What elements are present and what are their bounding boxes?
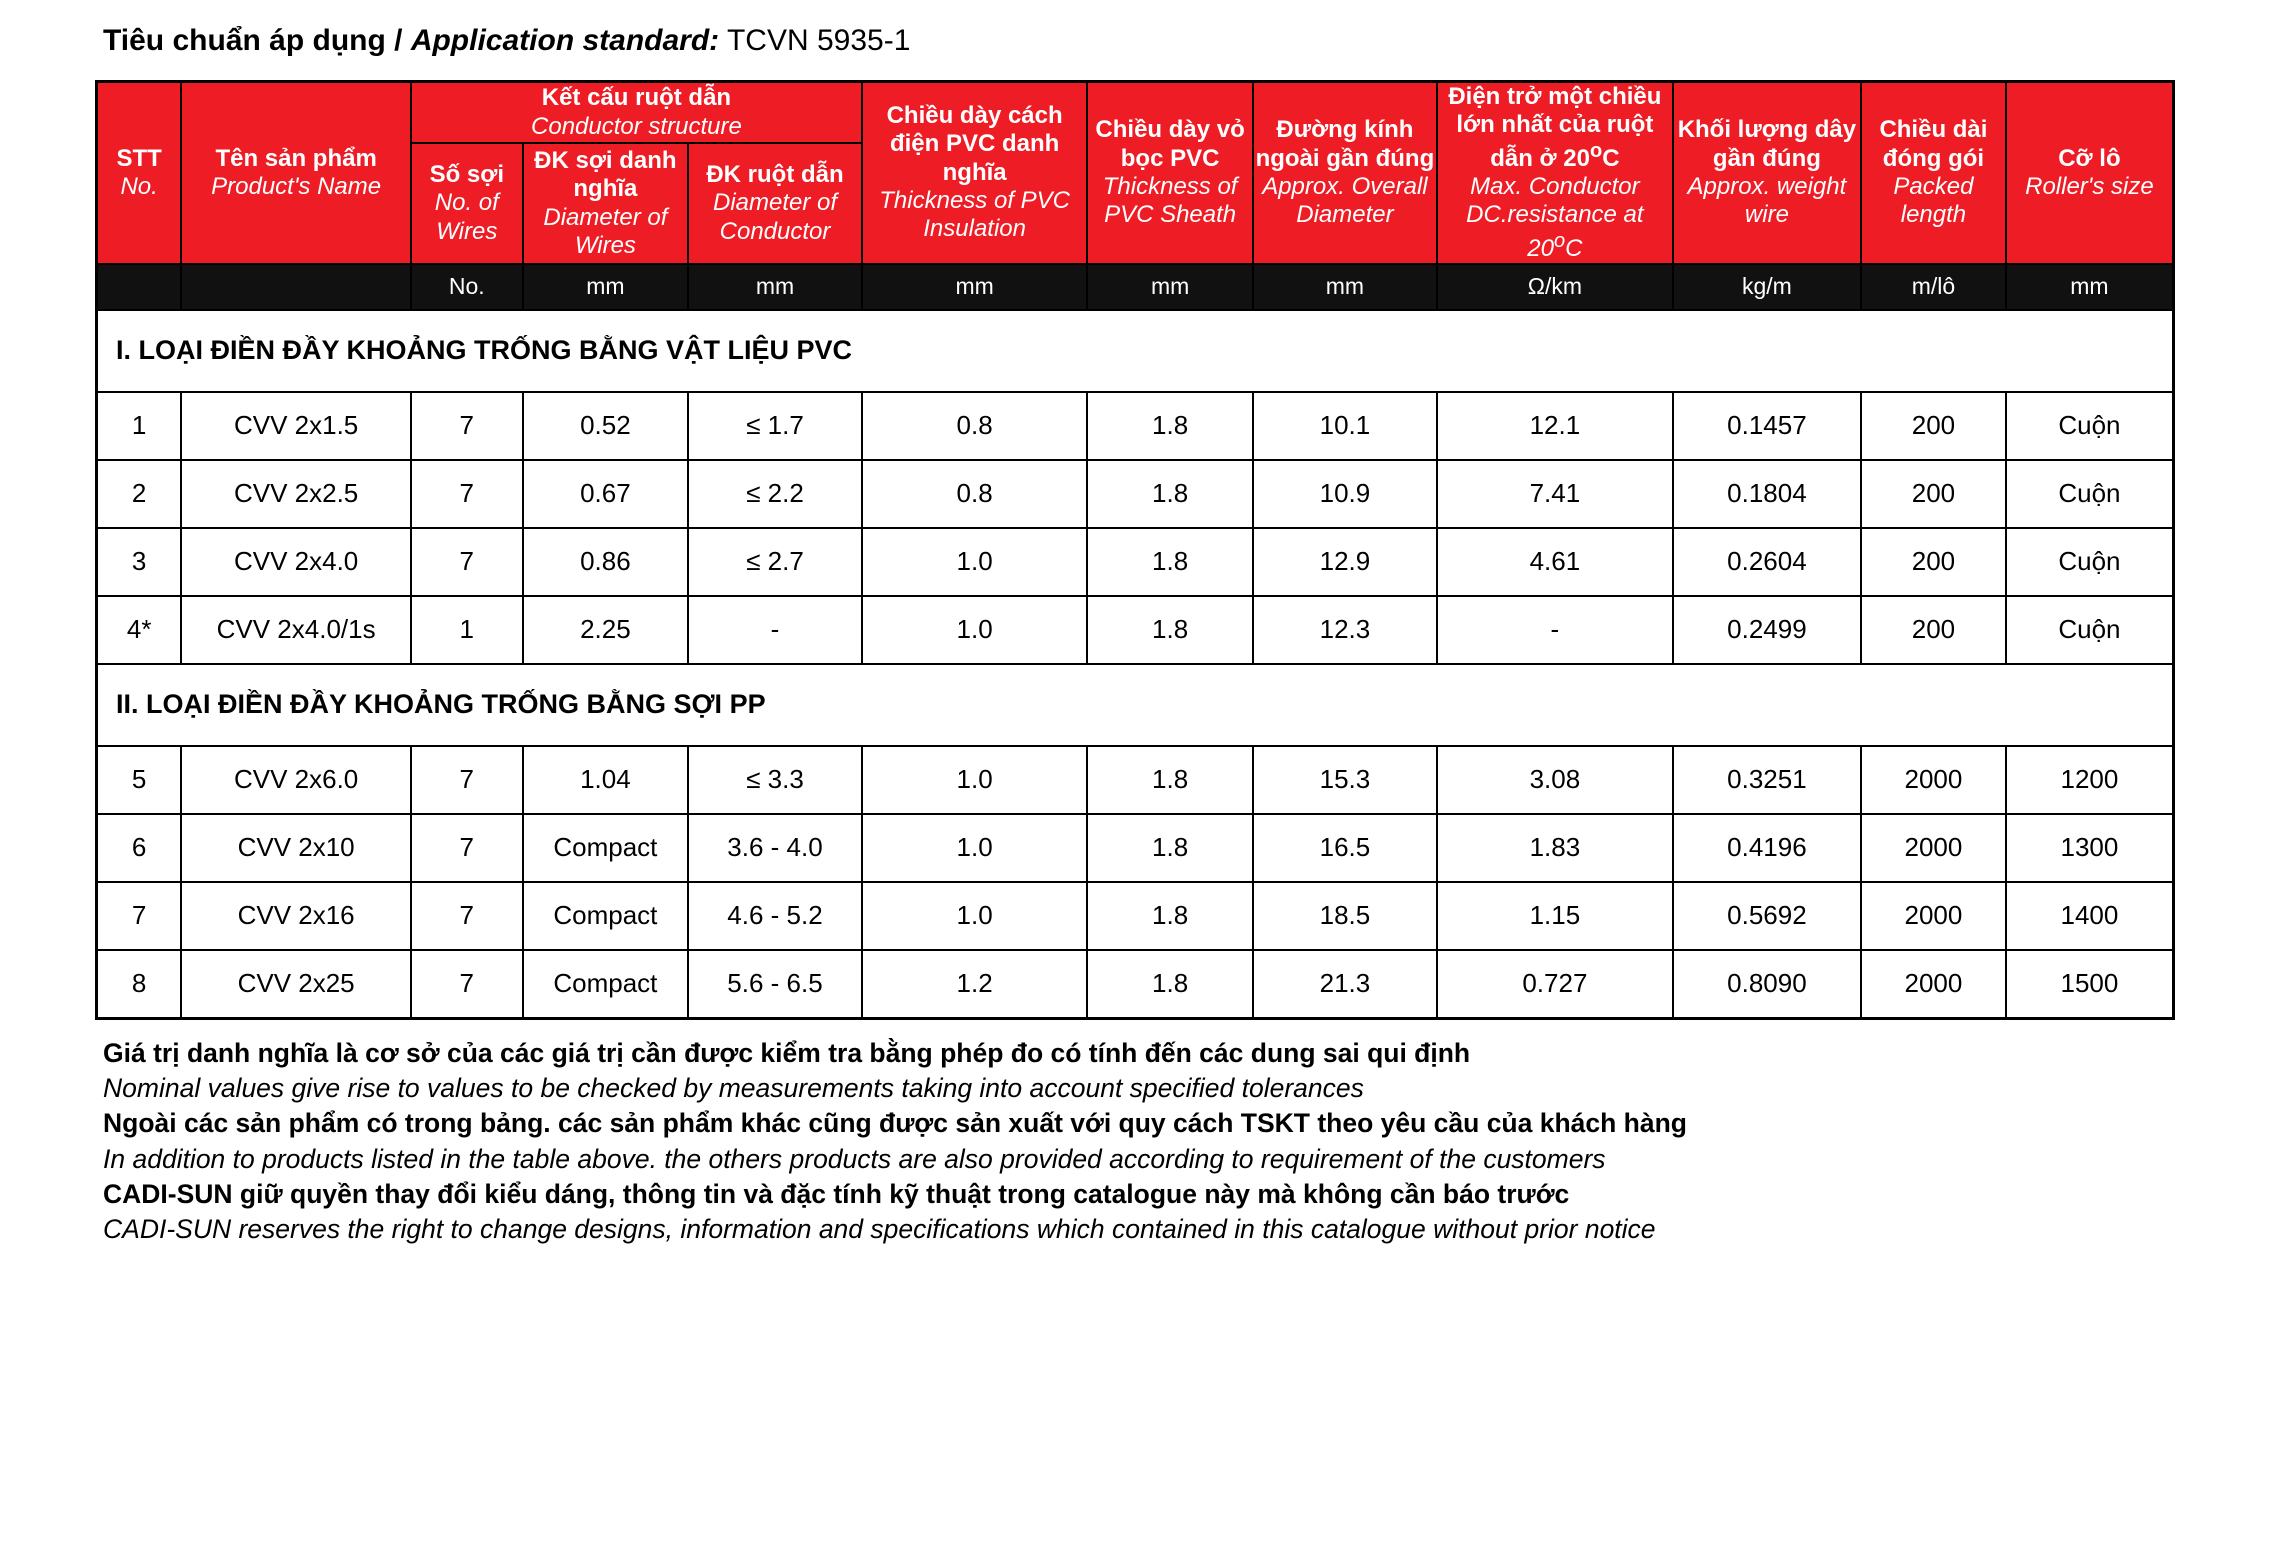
cell-product-name: CVV 2x25: [181, 950, 411, 1019]
table-row: [97, 950, 2174, 1019]
header-resistance-vi-sup: o: [1589, 139, 1603, 162]
header-cond-dia-vi: ĐK ruột dẫn: [706, 161, 844, 189]
header-pvc-sheath: [1087, 82, 1252, 264]
cell-value: 200: [1861, 460, 2006, 528]
cell-value: 1.04: [523, 746, 688, 814]
table-row: [97, 596, 2174, 664]
header-conductor-structure: [411, 82, 862, 144]
cell-stt: 1: [97, 392, 182, 460]
cell-value: 1.8: [1087, 746, 1252, 814]
cell-value: 1.0: [862, 596, 1087, 664]
standard-label-en: Application standard:: [410, 24, 720, 57]
table-row: [97, 528, 2174, 596]
header-resistance-en-sup: o: [1554, 229, 1566, 252]
table-row: [97, 814, 2174, 882]
cell-stt: 2: [97, 460, 182, 528]
cell-value: 0.52: [523, 392, 688, 460]
note-vi: Giá trị danh nghĩa là cơ sở của các giá trị cần được kiểm tra bằng phép đo có tính đến các dung sai qui định: [103, 1037, 1471, 1068]
cell-value: 1.0: [862, 882, 1087, 950]
unit-cell: m/lô: [1861, 264, 2006, 310]
unit-cell: mm: [688, 264, 862, 310]
section-title: II. LOẠI ĐIỀN ĐẦY KHOẢNG TRỐNG BẰNG SỢI PP: [97, 664, 2174, 746]
header-stt-vi: STT: [116, 144, 162, 172]
cell-value: 16.5: [1253, 814, 1437, 882]
cell-stt: 8: [97, 950, 182, 1019]
header-sheath-en: Thickness of PVC Sheath: [1102, 172, 1238, 229]
cell-value: 0.86: [523, 528, 688, 596]
header-row-main: [97, 82, 2174, 144]
unit-cell: mm: [1253, 264, 1437, 310]
cell-value: Cuộn: [2006, 596, 2174, 664]
application-standard-line: [103, 24, 2175, 58]
section-row: [97, 310, 2174, 392]
standard-label-vi: Tiêu chuẩn áp dụng: [103, 24, 386, 57]
cell-value: 1.0: [862, 814, 1087, 882]
cell-value: 1.8: [1087, 950, 1252, 1019]
header-pvc-insulation: [862, 82, 1087, 264]
specification-table: [95, 80, 2175, 1020]
cell-value: Cuộn: [2006, 528, 2174, 596]
cell-value: 7: [411, 814, 523, 882]
footer-notes: [103, 1036, 2175, 1247]
header-overall-vi: Đường kính ngoài gần đúng: [1255, 116, 1435, 172]
cell-product-name: CVV 2x10: [181, 814, 411, 882]
cell-value: 1500: [2006, 950, 2174, 1019]
cell-stt: 5: [97, 746, 182, 814]
cell-value: 1300: [2006, 814, 2174, 882]
cell-value: 7: [411, 882, 523, 950]
section-title: I. LOẠI ĐIỀN ĐẦY KHOẢNG TRỐNG BẰNG VẬT LIỆU PVC: [97, 310, 2174, 392]
cell-stt: 6: [97, 814, 182, 882]
header-wire-dia-en: Diameter of Wires: [543, 203, 668, 259]
cell-stt: 4*: [97, 596, 182, 664]
cell-value: 0.4196: [1673, 814, 1861, 882]
unit-cell: [181, 264, 411, 310]
cell-value: 10.9: [1253, 460, 1437, 528]
cell-value: -: [1437, 596, 1673, 664]
cell-value: 12.9: [1253, 528, 1437, 596]
cell-value: 10.1: [1253, 392, 1437, 460]
cell-value: 2000: [1861, 814, 2006, 882]
cell-stt: 3: [97, 528, 182, 596]
cell-value: 1.8: [1087, 528, 1252, 596]
cell-value: 1.83: [1437, 814, 1673, 882]
header-no-of-wires: [411, 143, 523, 264]
unit-cell: mm: [2006, 264, 2174, 310]
header-dc-resistance: [1437, 82, 1673, 264]
cell-value: -: [688, 596, 862, 664]
header-weight-vi: Khối lượng dây gần đúng: [1677, 116, 1857, 172]
header-wire-dia-vi: ĐK sợi danh nghĩa: [534, 146, 677, 203]
unit-cell: mm: [1087, 264, 1252, 310]
header-length-en: Packed length: [1893, 172, 1974, 229]
cell-value: Compact: [523, 814, 688, 882]
header-roller-en: Roller's size: [2025, 172, 2154, 200]
header-product-name: [181, 82, 411, 264]
cell-value: 7: [411, 392, 523, 460]
header-roller-size: [2006, 82, 2174, 264]
table-row: [97, 746, 2174, 814]
note-en: CADI-SUN reserves the right to change designs, information and specifications which contained in this catalogue without prior notice: [103, 1214, 1656, 1245]
cell-value: 0.8090: [1673, 950, 1861, 1019]
header-name-en: Product's Name: [211, 172, 382, 200]
cell-value: 12.1: [1437, 392, 1673, 460]
unit-cell: No.: [411, 264, 523, 310]
unit-cell: mm: [523, 264, 688, 310]
cell-value: Cuộn: [2006, 460, 2174, 528]
cell-value: 0.1804: [1673, 460, 1861, 528]
cell-value: 1.8: [1087, 814, 1252, 882]
unit-cell: kg/m: [1673, 264, 1861, 310]
cell-value: Compact: [523, 950, 688, 1019]
cell-value: Cuộn: [2006, 392, 2174, 460]
cell-value: 15.3: [1253, 746, 1437, 814]
table-row: [97, 392, 2174, 460]
header-weight-en: Approx. weight wire: [1687, 172, 1847, 229]
cell-value: 1.2: [862, 950, 1087, 1019]
cell-value: 2000: [1861, 950, 2006, 1019]
cell-value: 7: [411, 528, 523, 596]
standard-value: TCVN 5935-1: [719, 24, 911, 57]
header-overall-en: Approx. Overall Diameter: [1262, 172, 1428, 229]
cell-value: 2.25: [523, 596, 688, 664]
cell-value: 3.6 - 4.0: [688, 814, 862, 882]
cell-value: 1.8: [1087, 882, 1252, 950]
header-conductor-en: Conductor structure: [531, 112, 742, 140]
header-roller-vi: Cỡ lô: [2058, 144, 2121, 172]
cell-product-name: CVV 2x1.5: [181, 392, 411, 460]
cell-value: ≤ 2.7: [688, 528, 862, 596]
header-resistance-en: [1438, 173, 1672, 263]
header-resistance-vi: [1438, 83, 1672, 173]
cell-value: 1200: [2006, 746, 2174, 814]
cell-product-name: CVV 2x4.0: [181, 528, 411, 596]
unit-cell: [97, 264, 182, 310]
header-conductor-diameter: [688, 143, 862, 264]
header-stt-en: No.: [120, 172, 158, 200]
cell-value: 7.41: [1437, 460, 1673, 528]
table-row: [97, 882, 2174, 950]
note-vi: CADI-SUN giữ quyền thay đổi kiểu dáng, thông tin và đặc tính kỹ thuật trong catalogue này mà không cần báo trước: [103, 1178, 1570, 1209]
cell-value: 200: [1861, 528, 2006, 596]
table-body: [97, 264, 2174, 1019]
cell-value: 21.3: [1253, 950, 1437, 1019]
cell-product-name: CVV 2x16: [181, 882, 411, 950]
cell-value: 0.2604: [1673, 528, 1861, 596]
cell-value: 1.8: [1087, 460, 1252, 528]
header-length-vi: Chiều dài đóng gói: [1879, 116, 1988, 172]
header-wires-vi: Số sợi: [429, 161, 504, 189]
header-insulation-en: Thickness of PVC Insulation: [879, 187, 1070, 243]
cell-value: ≤ 1.7: [688, 392, 862, 460]
header-resistance-vi-text: Điện trở một chiều lớn nhất của ruột dẫn ở 20: [1448, 83, 1662, 172]
cell-value: 200: [1861, 392, 2006, 460]
cell-value: 7: [411, 460, 523, 528]
cell-value: 1.0: [862, 746, 1087, 814]
section-row: [97, 664, 2174, 746]
table-header: [97, 82, 2174, 264]
cell-value: 0.5692: [1673, 882, 1861, 950]
cell-value: 5.6 - 6.5: [688, 950, 862, 1019]
unit-row: [97, 264, 2174, 310]
cell-value: 0.1457: [1673, 392, 1861, 460]
header-resistance-vi-tail: C: [1602, 144, 1620, 172]
cell-value: 0.2499: [1673, 596, 1861, 664]
cell-value: Compact: [523, 882, 688, 950]
header-name-vi: Tên sản phẩm: [215, 144, 377, 172]
cell-value: 0.8: [862, 460, 1087, 528]
cell-value: 1.8: [1087, 596, 1252, 664]
cell-value: 1.15: [1437, 882, 1673, 950]
header-overall-diameter: [1253, 82, 1437, 264]
cell-value: 1: [411, 596, 523, 664]
unit-cell: mm: [862, 264, 1087, 310]
header-wire-diameter: [523, 143, 688, 264]
cell-product-name: CVV 2x6.0: [181, 746, 411, 814]
cell-value: 12.3: [1253, 596, 1437, 664]
cell-value: 7: [411, 950, 523, 1019]
header-resistance-en-tail: C: [1565, 234, 1583, 262]
cell-value: 4.6 - 5.2: [688, 882, 862, 950]
unit-cell: Ω/km: [1437, 264, 1673, 310]
cell-product-name: CVV 2x4.0/1s: [181, 596, 411, 664]
cell-value: 1400: [2006, 882, 2174, 950]
header-wires-en: No. of Wires: [434, 189, 499, 245]
note-vi: Ngoài các sản phẩm có trong bảng. các sản phẩm khác cũng được sản xuất với quy cách TSKT theo yêu cầu của khách hàng: [103, 1108, 1687, 1139]
header-stt: [97, 82, 182, 264]
header-resistance-en-text: Max. Conductor DC.resistance at 20: [1466, 172, 1644, 262]
cell-value: 1.8: [1087, 392, 1252, 460]
cell-value: 0.727: [1437, 950, 1673, 1019]
note-en: In addition to products listed in the table above. the others products are also provided according to requirement of the customers: [103, 1143, 1606, 1174]
cell-value: 0.3251: [1673, 746, 1861, 814]
cell-value: 0.67: [523, 460, 688, 528]
note-en: Nominal values give rise to values to be checked by measurements taking into account specified tolerances: [103, 1073, 1364, 1104]
header-cond-dia-en: Diameter of Conductor: [712, 189, 838, 245]
header-sheath-vi: Chiều dày vỏ bọc PVC: [1095, 116, 1245, 172]
header-weight: [1673, 82, 1861, 264]
cell-value: 4.61: [1437, 528, 1673, 596]
cell-value: 2000: [1861, 746, 2006, 814]
cell-value: 0.8: [862, 392, 1087, 460]
cell-value: 7: [411, 746, 523, 814]
standard-separator: /: [385, 24, 411, 57]
header-packed-length: [1861, 82, 2006, 264]
header-insulation-vi: Chiều dày cách điện PVC danh nghĩa: [886, 102, 1063, 186]
cell-value: 2000: [1861, 882, 2006, 950]
cell-value: 18.5: [1253, 882, 1437, 950]
cell-value: ≤ 3.3: [688, 746, 862, 814]
cell-product-name: CVV 2x2.5: [181, 460, 411, 528]
cell-value: 1.0: [862, 528, 1087, 596]
cell-value: 3.08: [1437, 746, 1673, 814]
header-conductor-vi: Kết cấu ruột dẫn: [541, 84, 732, 112]
cell-value: 200: [1861, 596, 2006, 664]
table-row: [97, 460, 2174, 528]
cell-value: ≤ 2.2: [688, 460, 862, 528]
cell-stt: 7: [97, 882, 182, 950]
